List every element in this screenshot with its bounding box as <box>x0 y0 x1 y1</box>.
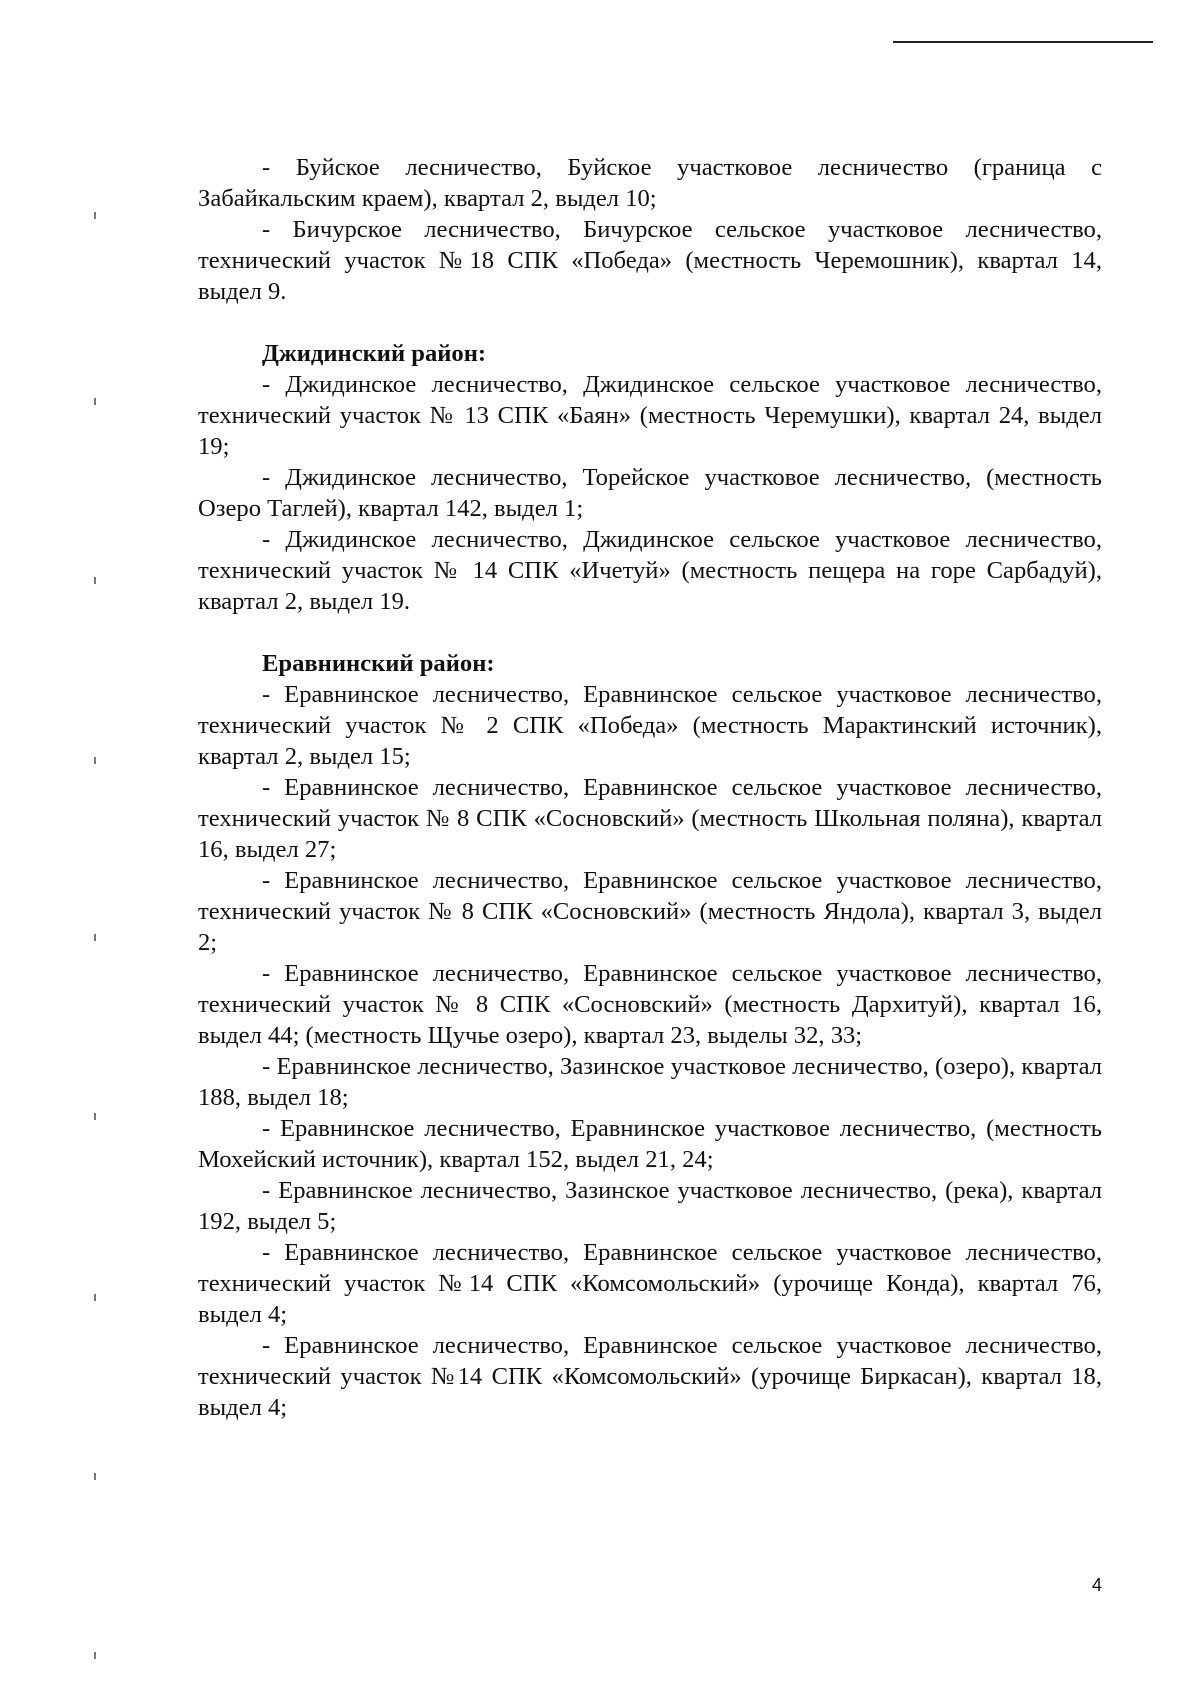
list-item-eravna-5: - Еравнинское лесничество, Зазинское участковое лесничество, (озеро), квартал 188, выдел 18; <box>198 1053 1102 1111</box>
list-item-eravna-3: - Еравнинское лесничество, Еравнинское сельское участковое лесничество, технический участок № 8 СПК «Сосновский» (местность Яндола), квартал 3, выдел 2; <box>198 867 1102 956</box>
list-item-eravna-7: - Еравнинское лесничество, Зазинское участковое лесничество, (река), квартал 192, выдел 5; <box>198 1177 1102 1235</box>
list-item-dzhida-2: - Джидинское лесничество, Торейское участковое лесничество, (местность Озеро Таглей), квартал 142, выдел 1; <box>198 464 1102 522</box>
scan-mark <box>94 1113 96 1120</box>
scan-mark <box>94 757 96 764</box>
list-item-eravna-8: - Еравнинское лесничество, Еравнинское сельское участковое лесничество, технический участок №14 СПК «Комсомольский» (урочище Конда), квартал 76, выдел 4; <box>198 1239 1102 1328</box>
scan-mark <box>94 212 96 219</box>
list-item-dzhida-1: - Джидинское лесничество, Джидинское сельское участковое лесничество, технический участок № 13 СПК «Баян» (местность Черемушки), квартал 24, выдел 19; <box>198 371 1102 460</box>
page-number: 4 <box>1092 1575 1103 1595</box>
list-item-dzhida-3: - Джидинское лесничество, Джидинское сельское участковое лесничество, технический участок № 14 СПК «Ичетуй» (местность пещера на горе Сарбадуй), квартал 2, выдел 19. <box>198 526 1102 615</box>
scan-mark <box>94 1652 96 1659</box>
scan-mark <box>94 1294 96 1301</box>
list-item-eravna-6: - Еравнинское лесничество, Еравнинское участковое лесничество, (местность Мохейский источник), квартал 152, выдел 21, 24; <box>198 1115 1102 1173</box>
section-spacer <box>198 307 1102 338</box>
scan-mark <box>94 398 96 405</box>
list-item-eravna-4: - Еравнинское лесничество, Еравнинское сельское участковое лесничество, технический участок № 8 СПК «Сосновский» (местность Дархитуй), квартал 16, выдел 44; (местность Щучье озеро), квартал 23, выделы 32, 33; <box>198 960 1102 1049</box>
list-item-eravna-2: - Еравнинское лесничество, Еравнинское сельское участковое лесничество, технический участок № 8 СПК «Сосновский» (местность Школьная поляна), квартал 16, выдел 27; <box>198 774 1102 863</box>
scan-mark <box>94 1473 96 1480</box>
section-spacer <box>198 617 1102 648</box>
list-item-eravna-1: - Еравнинское лесничество, Еравнинское сельское участковое лесничество, технический участок № 2 СПК «Победа» (местность Марактинский источник), квартал 2, выдел 15; <box>198 681 1102 770</box>
paragraph-buy-forestry: - Буйское лесничество, Буйское участковое лесничество (граница с Забайкальским краем), квартал 2, выдел 10; <box>198 154 1102 212</box>
document-body <box>198 152 1102 1423</box>
header-rule <box>893 41 1153 43</box>
section-title-dzhida: Джидинский район: <box>262 340 487 367</box>
list-item-eravna-9: - Еравнинское лесничество, Еравнинское сельское участковое лесничество, технический участок №14 СПК «Комсомольский» (урочище Биркасан), квартал 18, выдел 4; <box>198 1332 1102 1421</box>
section-title-eravna: Еравнинский район: <box>262 650 495 677</box>
scan-mark <box>94 577 96 584</box>
paragraph-bichura-forestry: - Бичурское лесничество, Бичурское сельское участковое лесничество, технический участок №18 СПК «Победа» (местность Черемошник), квартал 14, выдел 9. <box>198 216 1102 305</box>
scan-mark <box>94 934 96 941</box>
